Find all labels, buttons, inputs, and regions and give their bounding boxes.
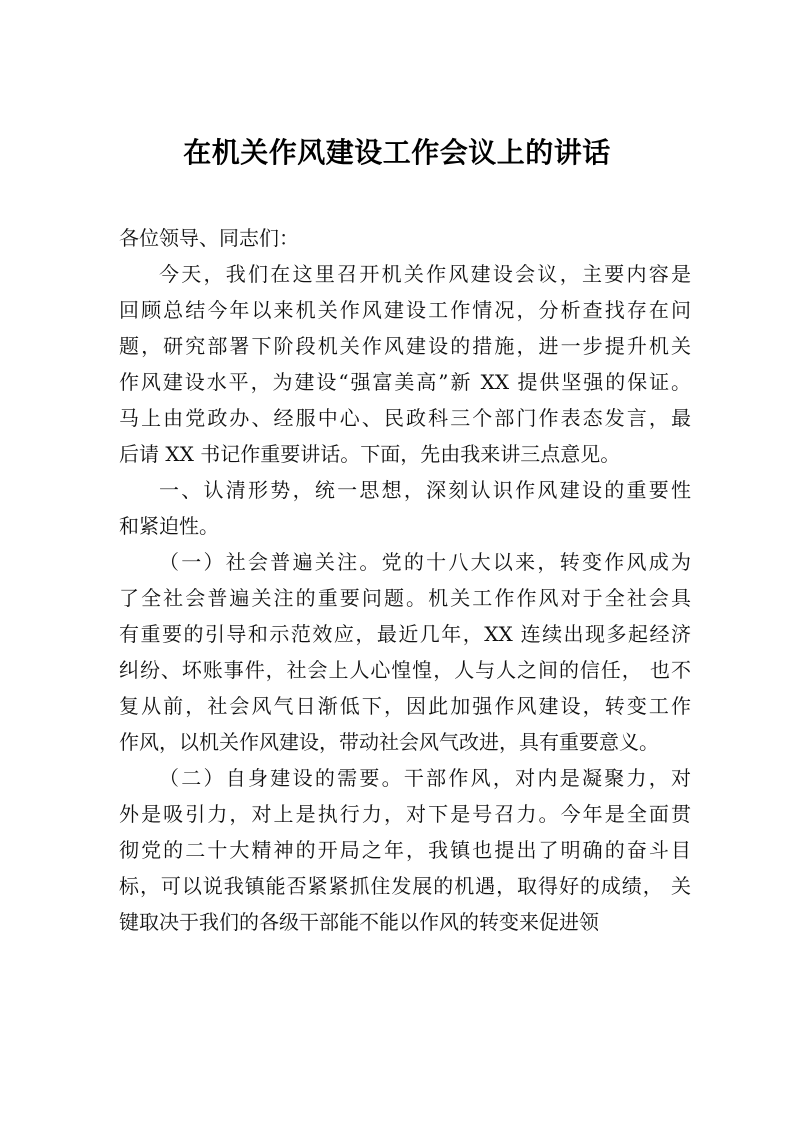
paragraph-line: （一）社会普遍关注。党的十八大以来，转变作风成为 bbox=[159, 550, 691, 574]
paragraph-line: 题，研究部署下阶段机关作风建设的措施，进一步提升机关 bbox=[119, 334, 691, 358]
paragraph-line: 后请 XX 书记作重要讲话。下面，先由我来讲三点意见。 bbox=[119, 442, 621, 466]
paragraph-line: 马上由党政办、经服中心、民政科三个部门作表态发言，最 bbox=[119, 406, 691, 430]
paragraph-line: 彻党的二十大精神的开局之年，我镇也提出了明确的奋斗目 bbox=[119, 838, 691, 862]
salutation-line: 各位领导、同志们： bbox=[119, 226, 299, 250]
paragraph-line: 了全社会普遍关注的重要问题。机关工作作风对于全社会具 bbox=[119, 586, 691, 610]
paragraph-line: （二）自身建设的需要。干部作风，对内是凝聚力，对 bbox=[159, 766, 691, 790]
paragraph-line: 键取决于我们的各级干部能不能以作风的转变来促进领 bbox=[119, 910, 599, 934]
document-title: 在机关作风建设工作会议上的讲话 bbox=[183, 136, 611, 169]
paragraph-line: 作风，以机关作风建设，带动社会风气改进，具有重要意义。 bbox=[119, 730, 659, 754]
section-heading-line: 一、认清形势，统一思想，深刻认识作风建设的重要性 bbox=[159, 478, 691, 502]
paragraph-line: 作风建设水平，为建设“强富美高”新 XX 提供坚强的保证。 bbox=[119, 370, 691, 394]
paragraph-line: 今天，我们在这里召开机关作风建设会议，主要内容是 bbox=[159, 262, 691, 286]
paragraph-line: 标，可以说我镇能否紧紧抓住发展的机遇，取得好的成绩， 关 bbox=[119, 874, 691, 898]
paragraph-line: 有重要的引导和示范效应，最近几年，XX 连续出现多起经济 bbox=[119, 622, 691, 646]
document-body bbox=[119, 220, 691, 940]
paragraph-line: 复从前，社会风气日渐低下，因此加强作风建设，转变工作 bbox=[119, 694, 691, 718]
paragraph-line: 纠纷、坏账事件，社会上人心惶惶，人与人之间的信任， 也不 bbox=[119, 658, 691, 682]
paragraph-line: 回顾总结今年以来机关作风建设工作情况，分析查找存在问 bbox=[119, 298, 691, 322]
section-heading-line: 和紧迫性。 bbox=[119, 514, 219, 538]
paragraph-line: 外是吸引力，对上是执行力，对下是号召力。今年是全面贯 bbox=[119, 802, 691, 826]
